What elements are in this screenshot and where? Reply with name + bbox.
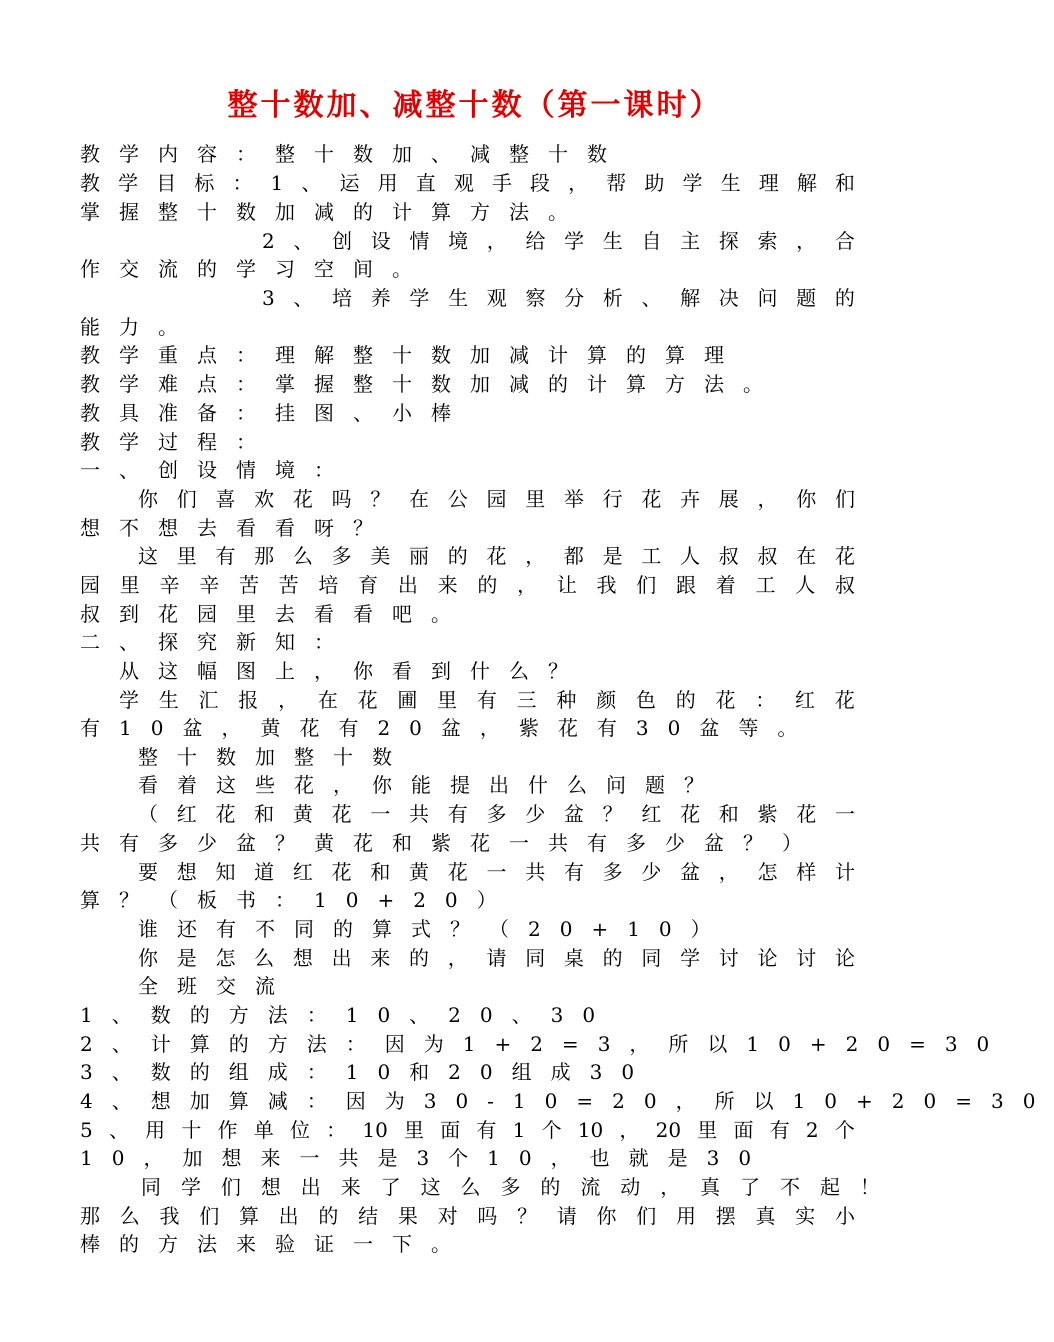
paragraph-line: 你 们 喜 欢 花 吗 ？ 在 公 园 里 举 行 花 卉 展 ， 你 们 xyxy=(138,487,855,511)
paragraph-line: 全班交流 xyxy=(138,974,294,998)
list-item-cont: 10，加想来一共是3个10，也就是30 xyxy=(80,1146,771,1170)
paragraph-line: 同 学 们 想 出 来 了 这 么 多 的 流 动 ， 真 了 不 起 ！ xyxy=(141,1175,880,1199)
paragraph-line: 要 想 知 道 红 花 和 黄 花 一 共 有 多 少 盆 ， 怎 样 计 xyxy=(138,860,855,884)
list-item: 2、计算的方法：因为1+2=3，所以10+20=30 xyxy=(80,1032,1009,1056)
paragraph-line: 棒的方法来验证一下。 xyxy=(80,1232,470,1256)
paragraph-line: 从这幅图上，你看到什么？ xyxy=(119,659,587,683)
section-2-heading: 二、探究新知： xyxy=(80,630,353,654)
goal-2-line-cont: 作交流的学习空间。 xyxy=(80,257,431,281)
paragraph-line: 想不想去看看呀？ xyxy=(80,516,392,540)
subheading-line: 整十数加整十数 xyxy=(138,745,411,769)
paragraph-line: 那 么 我 们 算 出 的 结 果 对 吗 ？ 请 你 们 用 摆 真 实 小 xyxy=(80,1204,855,1228)
teaching-goal-line: 教 学 目 标 ： 1 、 运 用 直 观 手 段 ， 帮 助 学 生 理 解 和 xyxy=(80,171,855,195)
paragraph-line: 算？（板书：10+20） xyxy=(80,888,516,912)
teaching-content-line: 教学内容：整十数加、减整十数 xyxy=(80,142,626,166)
list-item: 1、数的方法：10、20、30 xyxy=(80,1003,615,1027)
paragraph-line: 你 是 怎 么 想 出 来 的 ， 请 同 桌 的 同 学 讨 论 讨 论 xyxy=(138,946,855,970)
teaching-process-heading: 教学过程： xyxy=(80,430,275,454)
teaching-difficulty-line: 教学难点：掌握整十数加减的计算方法。 xyxy=(80,372,782,396)
teaching-goal-line-cont: 掌握整十数加减的计算方法。 xyxy=(80,200,587,224)
paragraph-line: （ 红 花 和 黄 花 一 共 有 多 少 盆 ？ 红 花 和 紫 花 一 xyxy=(138,802,855,826)
paragraph-line: 共有多少盆？黄花和紫花一共有多少盆？） xyxy=(80,831,821,855)
paragraph-line: 叔到花园里去看看吧。 xyxy=(80,602,470,626)
teaching-aids-line: 教具准备：挂图、小棒 xyxy=(80,401,470,425)
paragraph-line: 看着这些花，你能提出什么问题？ xyxy=(138,773,723,797)
goal-3-line: 3 、 培 养 学 生 观 察 分 析 、 解 决 问 题 的 xyxy=(262,286,855,310)
list-item: 5 、 用 十 作 单 位 ： 10 里 面 有 1 个 10 ， 20 里 面 有 2 个 xyxy=(80,1118,855,1142)
paragraph-line: 园 里 辛 辛 苦 苦 培 育 出 来 的 ， 让 我 们 跟 着 工 人 叔 xyxy=(80,573,855,597)
paragraph-line: 这 里 有 那 么 多 美 丽 的 花 ， 都 是 工 人 叔 叔 在 花 xyxy=(138,544,855,568)
paragraph-line: 谁还有不同的算式？（20+10） xyxy=(138,917,730,941)
list-item: 3、数的组成：10和20组成30 xyxy=(80,1060,654,1084)
paragraph-line: 学 生 汇 报 ， 在 花 圃 里 有 三 种 颜 色 的 花 ： 红 花 xyxy=(119,688,855,712)
document-title: 整十数加、减整十数（第一课时） xyxy=(227,88,723,123)
section-1-heading: 一、创设情境： xyxy=(80,458,353,482)
list-item: 4、想加算减：因为30-10=20，所以10+20=30 xyxy=(80,1089,1054,1113)
paragraph-line: 有10盆，黄花有20盆，紫花有30盆等。 xyxy=(80,716,817,740)
goal-3-line-cont: 能力。 xyxy=(80,315,197,339)
teaching-focus-line: 教学重点：理解整十数加减计算的算理 xyxy=(80,343,743,367)
goal-2-line: 2 、 创 设 情 境 ， 给 学 生 自 主 探 索 ， 合 xyxy=(262,229,855,253)
